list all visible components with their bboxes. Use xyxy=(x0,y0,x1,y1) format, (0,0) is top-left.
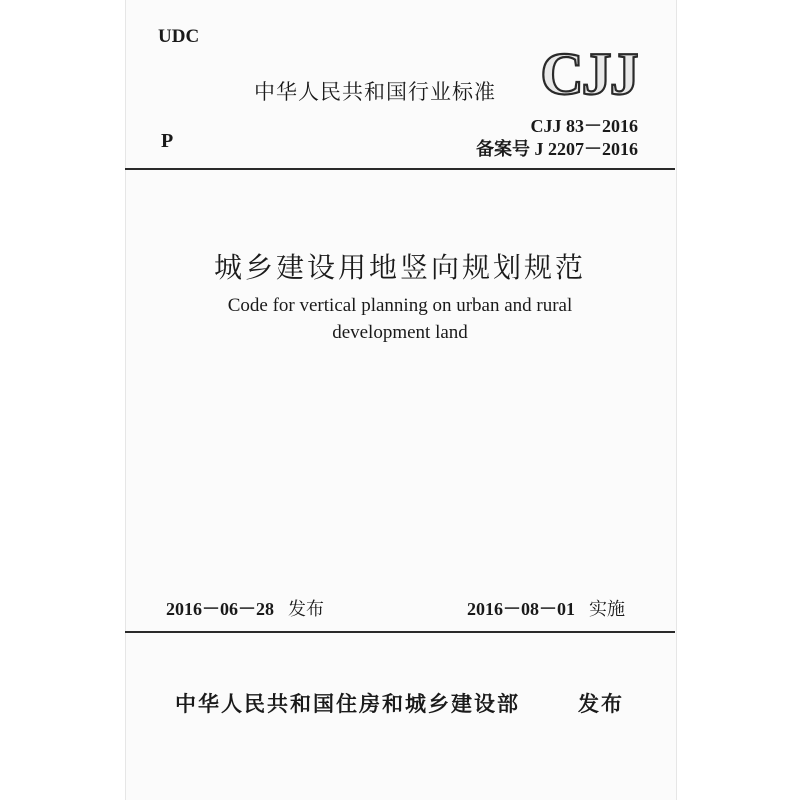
classification-label: P xyxy=(161,130,174,152)
implement-date-block xyxy=(467,595,625,621)
issue-date: 2016－06－28 xyxy=(166,599,274,619)
title-english xyxy=(0,292,800,346)
cjj-logo-text: CJJ xyxy=(540,44,638,102)
title-chinese: 城乡建设用地竖向规划规范 xyxy=(213,251,586,284)
implement-label: 实施 xyxy=(589,599,625,620)
record-number: 备案号 J 2207－2016 xyxy=(476,139,638,159)
issue-date-block xyxy=(166,595,324,621)
udc-label: UDC xyxy=(158,26,200,47)
title-english-line-1: Code for vertical planning on urban and rural xyxy=(227,295,573,316)
implement-date: 2016－08－01 xyxy=(467,599,575,619)
publish-label: 发布 xyxy=(578,692,624,716)
top-divider xyxy=(125,168,675,170)
cjj-logo xyxy=(540,44,638,102)
bottom-divider xyxy=(125,631,675,633)
issue-label: 发布 xyxy=(288,599,324,620)
title-english-line-2: development land xyxy=(332,322,468,343)
standard-code: CJJ 83－2016 xyxy=(530,116,638,136)
publisher: 中华人民共和国住房和城乡建设部 xyxy=(175,692,520,716)
standard-type: 中华人民共和国行业标准 xyxy=(254,80,496,104)
